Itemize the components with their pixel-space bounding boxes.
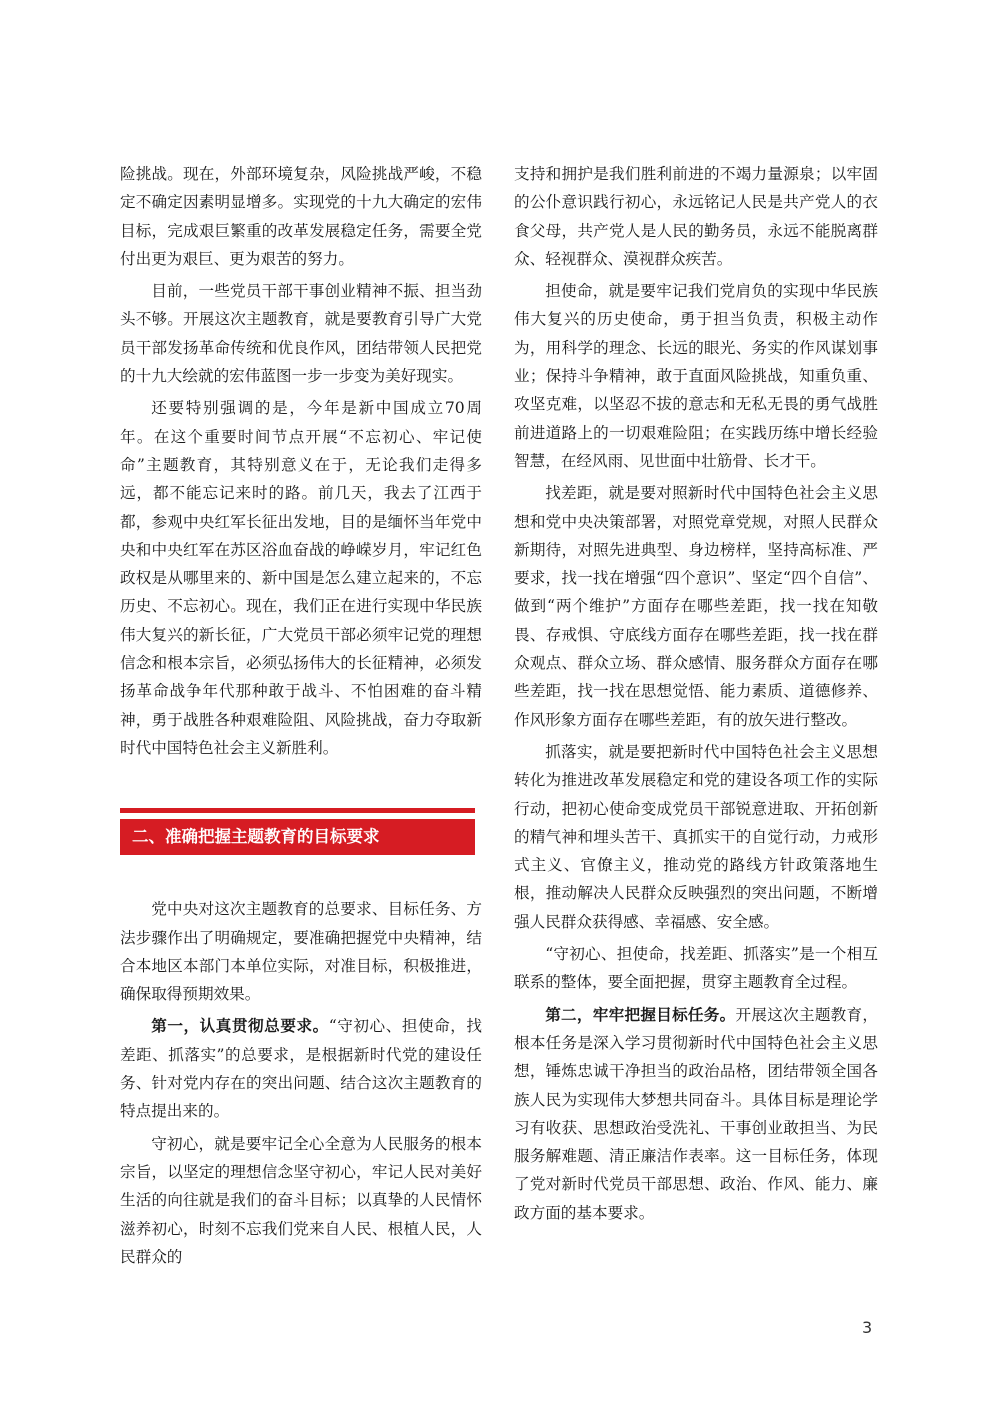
- lead-phrase: 第二，牢牢把握目标任务。: [545, 1004, 736, 1024]
- page-number: 3: [862, 1318, 873, 1337]
- paragraph: 抓落实，就是要把新时代中国特色社会主义思想转化为推进改革发展稳定和党的建设各项工作的实际行动，把初心使命变成党员干部锐意进取、开拓创新的精气神和埋头苦干、真抓实干的自觉行动，力戒形式主义、官僚主义，推动党的路线方针政策落地生根，推动解决人民群众反映强烈的突出问题，不断增强人民群众获得感、幸福感、安全感。: [514, 742, 878, 931]
- paragraph: 党中央对这次主题教育的总要求、目标任务、方法步骤作出了明确规定，要准确把握党中央精神，结合本地区本部门本单位实际，对准目标，积极推进，确保取得预期效果。: [120, 900, 482, 1004]
- paragraph: 目前，一些党员干部干事创业精神不振、担当劲头不够。开展这次主题教育，就是要教育引导广大党员干部发扬革命传统和优良作风，团结带领人民把党的十九大绘就的宏伟蓝图一步一步变为美好现实。: [120, 282, 482, 386]
- paragraph: 支持和拥护是我们胜利前进的不竭力量源泉；以牢固的公仆意识践行初心，永远铭记人民是共产党人的衣食父母，共产党人是人民的勤务员，永远不能脱离群众、轻视群众、漠视群众疾苦。: [514, 165, 878, 268]
- section-heading-block: [120, 808, 482, 855]
- left-column: [120, 160, 482, 1271]
- paragraph: “守初心、担使命，找差距、抓落实”是一个相互联系的整体，要全面把握，贯穿主题教育全过程。: [514, 945, 878, 992]
- section-heading: 二、准确把握主题教育的目标要求: [120, 819, 475, 855]
- heading-rule: [120, 808, 475, 813]
- paragraph: 险挑战。现在，外部环境复杂，风险挑战严峻，不稳定不确定因素明显增多。实现党的十九大确定的宏伟目标，完成艰巨繁重的改革发展稳定任务，需要全党付出更为艰巨、更为艰苦的努力。: [120, 165, 482, 268]
- paragraph-body: “守初心、担使命，找差距、抓落实”的总要求，是根据新时代党的建设任务、针对党内存在的突出问题、结合这次主题教育的特点提出来的。: [120, 1017, 482, 1121]
- paragraph: [120, 1012, 482, 1125]
- paragraph: 守初心，就是要牢记全心全意为人民服务的根本宗旨，以坚定的理想信念坚守初心，牢记人民对美好生活的向往就是我们的奋斗目标；以真挚的人民情怀滋养初心，时刻不忘我们党来自人民、根植人民，人民群众的: [120, 1134, 482, 1266]
- lead-phrase: 第一，认真贯彻总要求。: [151, 1016, 329, 1036]
- paragraph: 还要特别强调的是，今年是新中国成立70周年。在这个重要时间节点开展“不忘初心、牢记使命”主题教育，其特别意义在于，无论我们走得多远，都不能忘记来时的路。前几天，我去了江西于都，参观中央红军长征出发地，目的是缅怀当年党中央和中央红军在苏区浴血奋战的峥嵘岁月，牢记红色政权是从哪里来的、新中国是怎么建立起来的，不忘历史、不忘初心。现在，我们正在进行实现中华民族伟大复兴的新长征，广大党员干部必须牢记党的理想信念和根本宗旨，必须弘扬伟大的长征精神，必须发扬革命战争年代那种敢于战斗、不怕困难的奋斗精神，勇于战胜各种艰难险阻、风险挑战，奋力夺取新时代中国特色社会主义新胜利。: [120, 399, 482, 757]
- paragraph-body: 开展这次主题教育，根本任务是深入学习贯彻新时代中国特色社会主义思想，锤炼忠诚干净担当的政治品格，团结带领全国各族人民为实现伟大梦想共同奋斗。具体目标是理论学习有收获、思想政治受洗礼、干事创业敢担当、为民服务解难题、清正廉洁作表率。这一目标任务，体现了党对新时代党员干部思想、政治、作风、能力、廉政方面的基本要求。: [514, 1005, 878, 1222]
- paragraph: 担使命，就是要牢记我们党肩负的实现中华民族伟大复兴的历史使命，勇于担当负责，积极主动作为，用科学的理念、长远的眼光、务实的作风谋划事业；保持斗争精神，敢于直面风险挑战，知重负重、攻坚克难，以坚忍不拔的意志和无私无畏的勇气战胜前进道路上的一切艰难险阻；在实践历练中增长经验智慧，在经风雨、见世面中壮筋骨、长才干。: [514, 282, 878, 470]
- paragraph: 找差距，就是要对照新时代中国特色社会主义思想和党中央决策部署，对照党章党规，对照人民群众新期待，对照先进典型、身边榜样，坚持高标准、严要求，找一找在增强“四个意识”、坚定“四个自信”、做到“两个维护”方面存在哪些差距，找一找在知敬畏、存戒惧、守底线方面存在哪些差距，找一找在群众观点、群众立场、群众感情、服务群众方面存在哪些差距，找一找在思想觉悟、能力素质、道德修养、作风形象方面存在哪些差距，有的放矢进行整改。: [514, 484, 878, 729]
- paragraph: [514, 1001, 878, 1227]
- right-column: [514, 160, 878, 1227]
